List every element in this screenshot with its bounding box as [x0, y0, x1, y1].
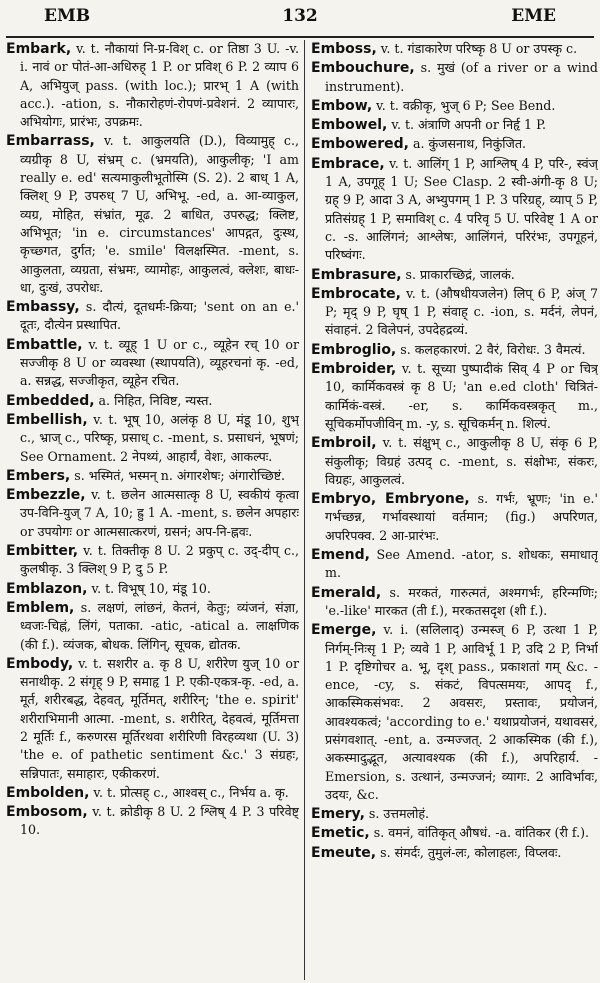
entry-definition: v. t. गंडाकारेण परिष्कृ 8 U or उपस्कृ c. [376, 41, 578, 56]
entry-definition: v. t. (औषधीयजलेन) लिप् 6 P, अंज् 7 P; मृद् 9 P, घृष् 1 P, संवाह् c. -ion, s. मर्दनं, लेपनं, संवाहनं. 2 विलेपनं, उपदेहद्रव्यं. [325, 285, 598, 338]
entry-headword: Embarrass, [6, 133, 95, 150]
entry-definition: s. वमनं, वांतिकृत् औषधं. -a. वांतिकर (री f.). [369, 825, 589, 841]
dictionary-entry [311, 490, 598, 545]
entry-headword: Embattle, [6, 336, 83, 353]
column-divider [304, 40, 305, 980]
entry-definition: s. उत्तमलोहं. [364, 806, 430, 822]
entry-headword: Embrace, [311, 155, 385, 172]
entry-definition: a. कुंजसनाथ, निकुंजित. [408, 136, 527, 152]
header-right-guide-word: EME [511, 6, 556, 26]
entry-definition: v. t. अंत्राणि अपनी or निर्हृ 1 P. [387, 117, 547, 133]
dictionary-entry [6, 599, 299, 654]
dictionary-entry [6, 784, 299, 802]
entry-headword: Embellish, [6, 411, 88, 428]
dictionary-entry [6, 298, 299, 335]
entry-headword: Embryo, Embryone, [311, 491, 470, 508]
dictionary-entry [311, 266, 598, 284]
running-header [0, 2, 600, 32]
entry-headword: Emerald, [311, 584, 382, 601]
entry-headword: Embowered, [311, 136, 409, 153]
entry-headword: Embroglio, [311, 341, 397, 358]
entry-headword: Emboss, [311, 41, 377, 57]
dictionary-entry [6, 40, 299, 131]
dictionary-entry [6, 392, 299, 410]
entry-definition: s. लक्षणं, लांछनं, केतनं, केतुः; व्यंजनं, संज्ञा, ध्वजः-चिह्नं, लिंगं, पताका. -atic, -atical a. लाक्षणिक (की f.). व्यंजक, बोधक. लिंगिन्, सूचक, द्योतक. [20, 599, 299, 652]
two-column-body [4, 40, 596, 980]
entry-headword: Emeute, [311, 844, 377, 861]
entry-definition: v. t. भूष् 10, अलंकृ 8 U, मंडू 10, शुभ् c., भ्राज् c., परिष्कृ, प्रसाध् c. -ment, s. प्रसाधनं, भूषणं; See Ornament. 2 नेपथ्यं, आहार्यं, वेशः, आकल्पः. [20, 411, 299, 464]
entry-headword: Embosom, [6, 804, 88, 821]
entry-headword: Embark, [6, 41, 72, 57]
entry-headword: Embowel, [311, 117, 388, 134]
dictionary-entry [311, 40, 598, 58]
dictionary-entry [311, 341, 598, 359]
dictionary-entry [311, 805, 598, 823]
entry-definition: v. t. नौकायां नि-प्र-विश् c. or तिष्ठा 3 U. -v. i. नावं or पोतं-आ-अधिरुह् 1 P. or प्रविश् 6 P. 2 व्याप 6 A, अभियुज् pass. (with loc.); प्रारभ् 1 A (with acc.). -ation, s. नौकारोहणं-रोपणं-प्रवेशनं. 2 व्यापारः, अभियोगः, प्रारंभः, उपक्रमः. [20, 41, 299, 130]
dictionary-entry [311, 116, 598, 134]
entry-headword: Embouchure, [311, 60, 415, 77]
dictionary-entry [311, 360, 598, 433]
entry-definition: s. प्राकारच्छिद्रं, जालकं. [401, 266, 515, 282]
dictionary-entry [6, 486, 299, 541]
dictionary-entry [6, 132, 299, 297]
entry-definition: v. i. (सलिलाद्) उन्मस्ज् 6 P, उत्था 1 P, निर्गम्-निःसृ 1 P; व्यवे 1 P, आविर्भू 1 P, उदि 2 P, निर्भा 1 P. दृष्टिगोचर a. भू, दृश् pass., प्रकाशतां गम् &c. -ence, -cy, s. संकटं, विपत्समयः, आपद् f., आकस्मिकसंभवः. 2 अवसरः, प्रस्तावः, प्रयोजनं, आवश्यकत्वं; 'according to e.' यथाप्रयोजनं, यथावसरं, प्रसंगवशात्. -ent, a. उन्मज्जत्. 2 आकस्मिक (की f.), अकस्मादुद्भूत, अत्यावश्यक (की f.), अपरिहार्य. -Emersion, s. उत्थानं, उन्मज्जनं; व्यागः. 2 आविर्भावः, उदयः, &c. [325, 622, 598, 802]
entry-headword: Embassy, [6, 299, 80, 316]
dictionary-entry [311, 155, 598, 265]
left-column [6, 40, 299, 980]
entry-definition: v. t. छलेन आत्मसात्कृ 8 U, स्वकीयं कृत्वा उप-विनि-युज् 7 A, 10; ह्रु 1 A. -ment, s. छलेन अपहारः or उपयोगः or आत्मसात्करणं, ग्रसनं; अप-नि-ह्नवः. [20, 487, 299, 539]
entry-definition: v. t. संक्षुभ् c., आकुलीकृ 8 U, संकृ 6 P, संकुलीकृ; विग्रहं उत्पद् c. -ment, s. संक्षोभः, संकरः, विग्रहः, आकुलत्वं. [325, 435, 598, 487]
dictionary-entry [6, 580, 299, 598]
dictionary-entry [311, 285, 598, 340]
dictionary-entry [6, 803, 299, 840]
entry-headword: Emblazon, [6, 580, 88, 597]
entry-definition: v. t. तिक्तीकृ 8 U. 2 प्रकुप् c. उद्-दीप् c., कुलषीकृ. 3 क्लिश् 9 P, दु 5 P. [20, 543, 299, 577]
entry-headword: Embrocate, [311, 285, 401, 302]
entry-definition: v. t. सशरीर a. कृ 8 U, शरीरेण युज् 10 or सनाथीकृ. 2 संगृह् 9 P, समाहृ 1 P. एकी-एकत्र-कृ. -ed, a. मूर्त, शरीरबद्ध, देहवत्, मूर्तिमत्, शरीरिन्; 'the e. spirit' शरीराभिमानी आत्मा. -ment, s. शरीरित्, देहवत्वं, मूर्तिमत्ता 2 मूर्तिः f., करुणरस मूर्तिरथवा शरीरिणी विरहव्यथा (U. 3) 'the e. of pathetic sentiment &c.' 3 संग्रहः, सन्निपातः, समाहारः, एकीकरणं. [20, 655, 299, 781]
header-rule [6, 36, 594, 38]
entry-headword: Emery, [311, 806, 365, 823]
entry-headword: Embitter, [6, 543, 79, 560]
dictionary-entry [311, 621, 598, 804]
entry-headword: Embrasure, [311, 266, 402, 283]
dictionary-entry [311, 546, 598, 583]
entry-definition: v. t. व्यूह् 1 U or c., व्यूहेन रच् 10 or सज्जीकृ 8 U or व्यवस्था (स्थापयति), व्यूहरचनां कृ. -ed, a. सन्नद्ध, सज्जीकृत, व्यूहेन रचित. [20, 336, 299, 389]
entry-definition: v. t. आकुलयति (D.), विव्यामुह् c., व्यग्रीकृ 8 U, संभ्रम् c. (भ्रमयति), आकुलीकृ; 'I am really e. ed' सत्यमाकुलीभूतोस्मि (S. 2). 2 बाध् 1 A, क्लिश् 9 P, उपरुध् 7 U, अभिभू. -ed, a. आ-व्याकुल, व्यग्र, मोहित, संभ्रांत, मूढ. 2 बाधित, उपरुद्ध; क्लिष्ट, अभिभूत; 'in e. circumstances' आपद्गत, दुःस्थ, कृच्छ्गत, दुर्गत; 'e. smile' विलक्षस्मित. -ment, s. आकुलता, व्यग्रता, संभ्रमः, व्यामोहः, आकुलत्वं, क्लेशः, बाधः-धा, दुःखं, उपरोधः. [20, 133, 299, 295]
dictionary-entry [311, 824, 598, 842]
entry-headword: Emblem, [6, 599, 75, 616]
dictionary-entry [311, 584, 598, 621]
entry-headword: Embolden, [6, 784, 90, 801]
right-column [311, 40, 598, 980]
entry-definition: a. निहित, निविष्ट, न्यस्त. [94, 392, 213, 408]
entry-definition: s. संमर्दः, तुमुलं-लः, कोलाहलः, विप्लवः. [376, 844, 562, 860]
entry-headword: Embezzle, [6, 487, 86, 504]
dictionary-entry [311, 844, 598, 862]
entry-definition: s. मुखं (of a river or a wind instrument). [325, 60, 598, 94]
dictionary-entry [6, 542, 299, 579]
dictionary-entry [311, 135, 598, 153]
entry-definition: v. t. सूच्या पुष्पादीकं सिव् 4 P or चित्र् 10, कार्मिकवस्त्रं कृ 8 U; 'an e.ed cloth' चित्रितं-कार्मिकं-वस्त्रं. -er, s. कार्मिकवस्त्रकृत् m., सूचिकर्मोपजीविन् m. -y, s. सूचिकर्मन् n. शिल्पं. [325, 361, 598, 431]
entry-definition: v. t. आलिंग् 1 P, आश्लिष् 4 P, परि-, स्वंज् 1 A, उपगूह् 1 U; See Clasp. 2 स्वी-अंगी-कृ 8 U; ग्रह् 9 P, आदा 3 A, अभ्युपगम् 1 P. 3 परिग्रह्, व्याप् 5 P, प्रतिसंग्रह् 1 P, समाविश् c. 4 परिवृ 5 U. परिवेष्ट् 1 A or c. -s. आलिंगनं; आश्लेषः, आलिंगनं, परिरंभः, उपगूहनं, परिष्वंगः. [325, 155, 598, 263]
entry-definition: See Amend. -ator, s. शोधकः, समाधातृ m. [325, 547, 598, 581]
header-left-guide-word: EMB [44, 6, 91, 26]
entry-headword: Emend, [311, 547, 370, 564]
entry-definition: v. t. प्रोत्सह् c., आश्वस् c., निर्भय a. कृ. [89, 784, 289, 800]
entry-headword: Emerge, [311, 622, 377, 639]
entry-headword: Emetic, [311, 825, 370, 842]
entry-definition: s. भस्मितं, भस्मन् n. अंगारशेषः; अंगारोच्छिष्टं. [70, 467, 286, 483]
entry-definition: s. कलहकारणं. 2 वैरं, विरोधः. 3 वैमत्यं. [396, 341, 586, 357]
dictionary-entry [6, 655, 299, 783]
entry-definition: v. t. विभूष् 10, मंडू 10. [87, 580, 211, 596]
dictionary-entry [311, 434, 598, 489]
dictionary-entry [311, 97, 598, 115]
entry-definition: v. t. क्रोडीकृ 8 U. 2 श्लिष् 4 P. 3 परिवेष्ट् 10. [20, 804, 299, 838]
entry-headword: Embroil, [311, 435, 377, 452]
entry-headword: Embedded, [6, 392, 95, 409]
page-number: 132 [282, 6, 318, 26]
entry-definition: v. t. वक्रीकृ, भुज् 6 P; See Bend. [372, 97, 556, 113]
entry-definition: s. दौत्यं, दूतधर्मः-क्रिया; 'sent on an e.' दूतः, दौत्येन प्रस्थापित. [20, 299, 299, 333]
dictionary-entry [6, 467, 299, 485]
entry-definition: s. गर्भः, भ्रूणः; 'in e.' गर्भच्छन्न, गर्भावस्थायां वर्तमान; (fig.) अपरिणत, अपरिपक्व. 2 आ-प्रारंभः. [325, 491, 598, 543]
entry-headword: Embody, [6, 655, 74, 672]
dictionary-entry [311, 59, 598, 96]
dictionary-entry [6, 411, 299, 466]
entry-headword: Embroider, [311, 361, 397, 378]
entry-headword: Embers, [6, 467, 71, 484]
entry-headword: Embow, [311, 97, 373, 114]
dictionary-entry [6, 336, 299, 391]
entry-definition: s. मरकतं, गारुत्मतं, अश्मगर्भः, हरिन्मणिः; 'e.-like' मारकत (ती f.), मरकतसदृश (शी f.). [325, 584, 598, 618]
